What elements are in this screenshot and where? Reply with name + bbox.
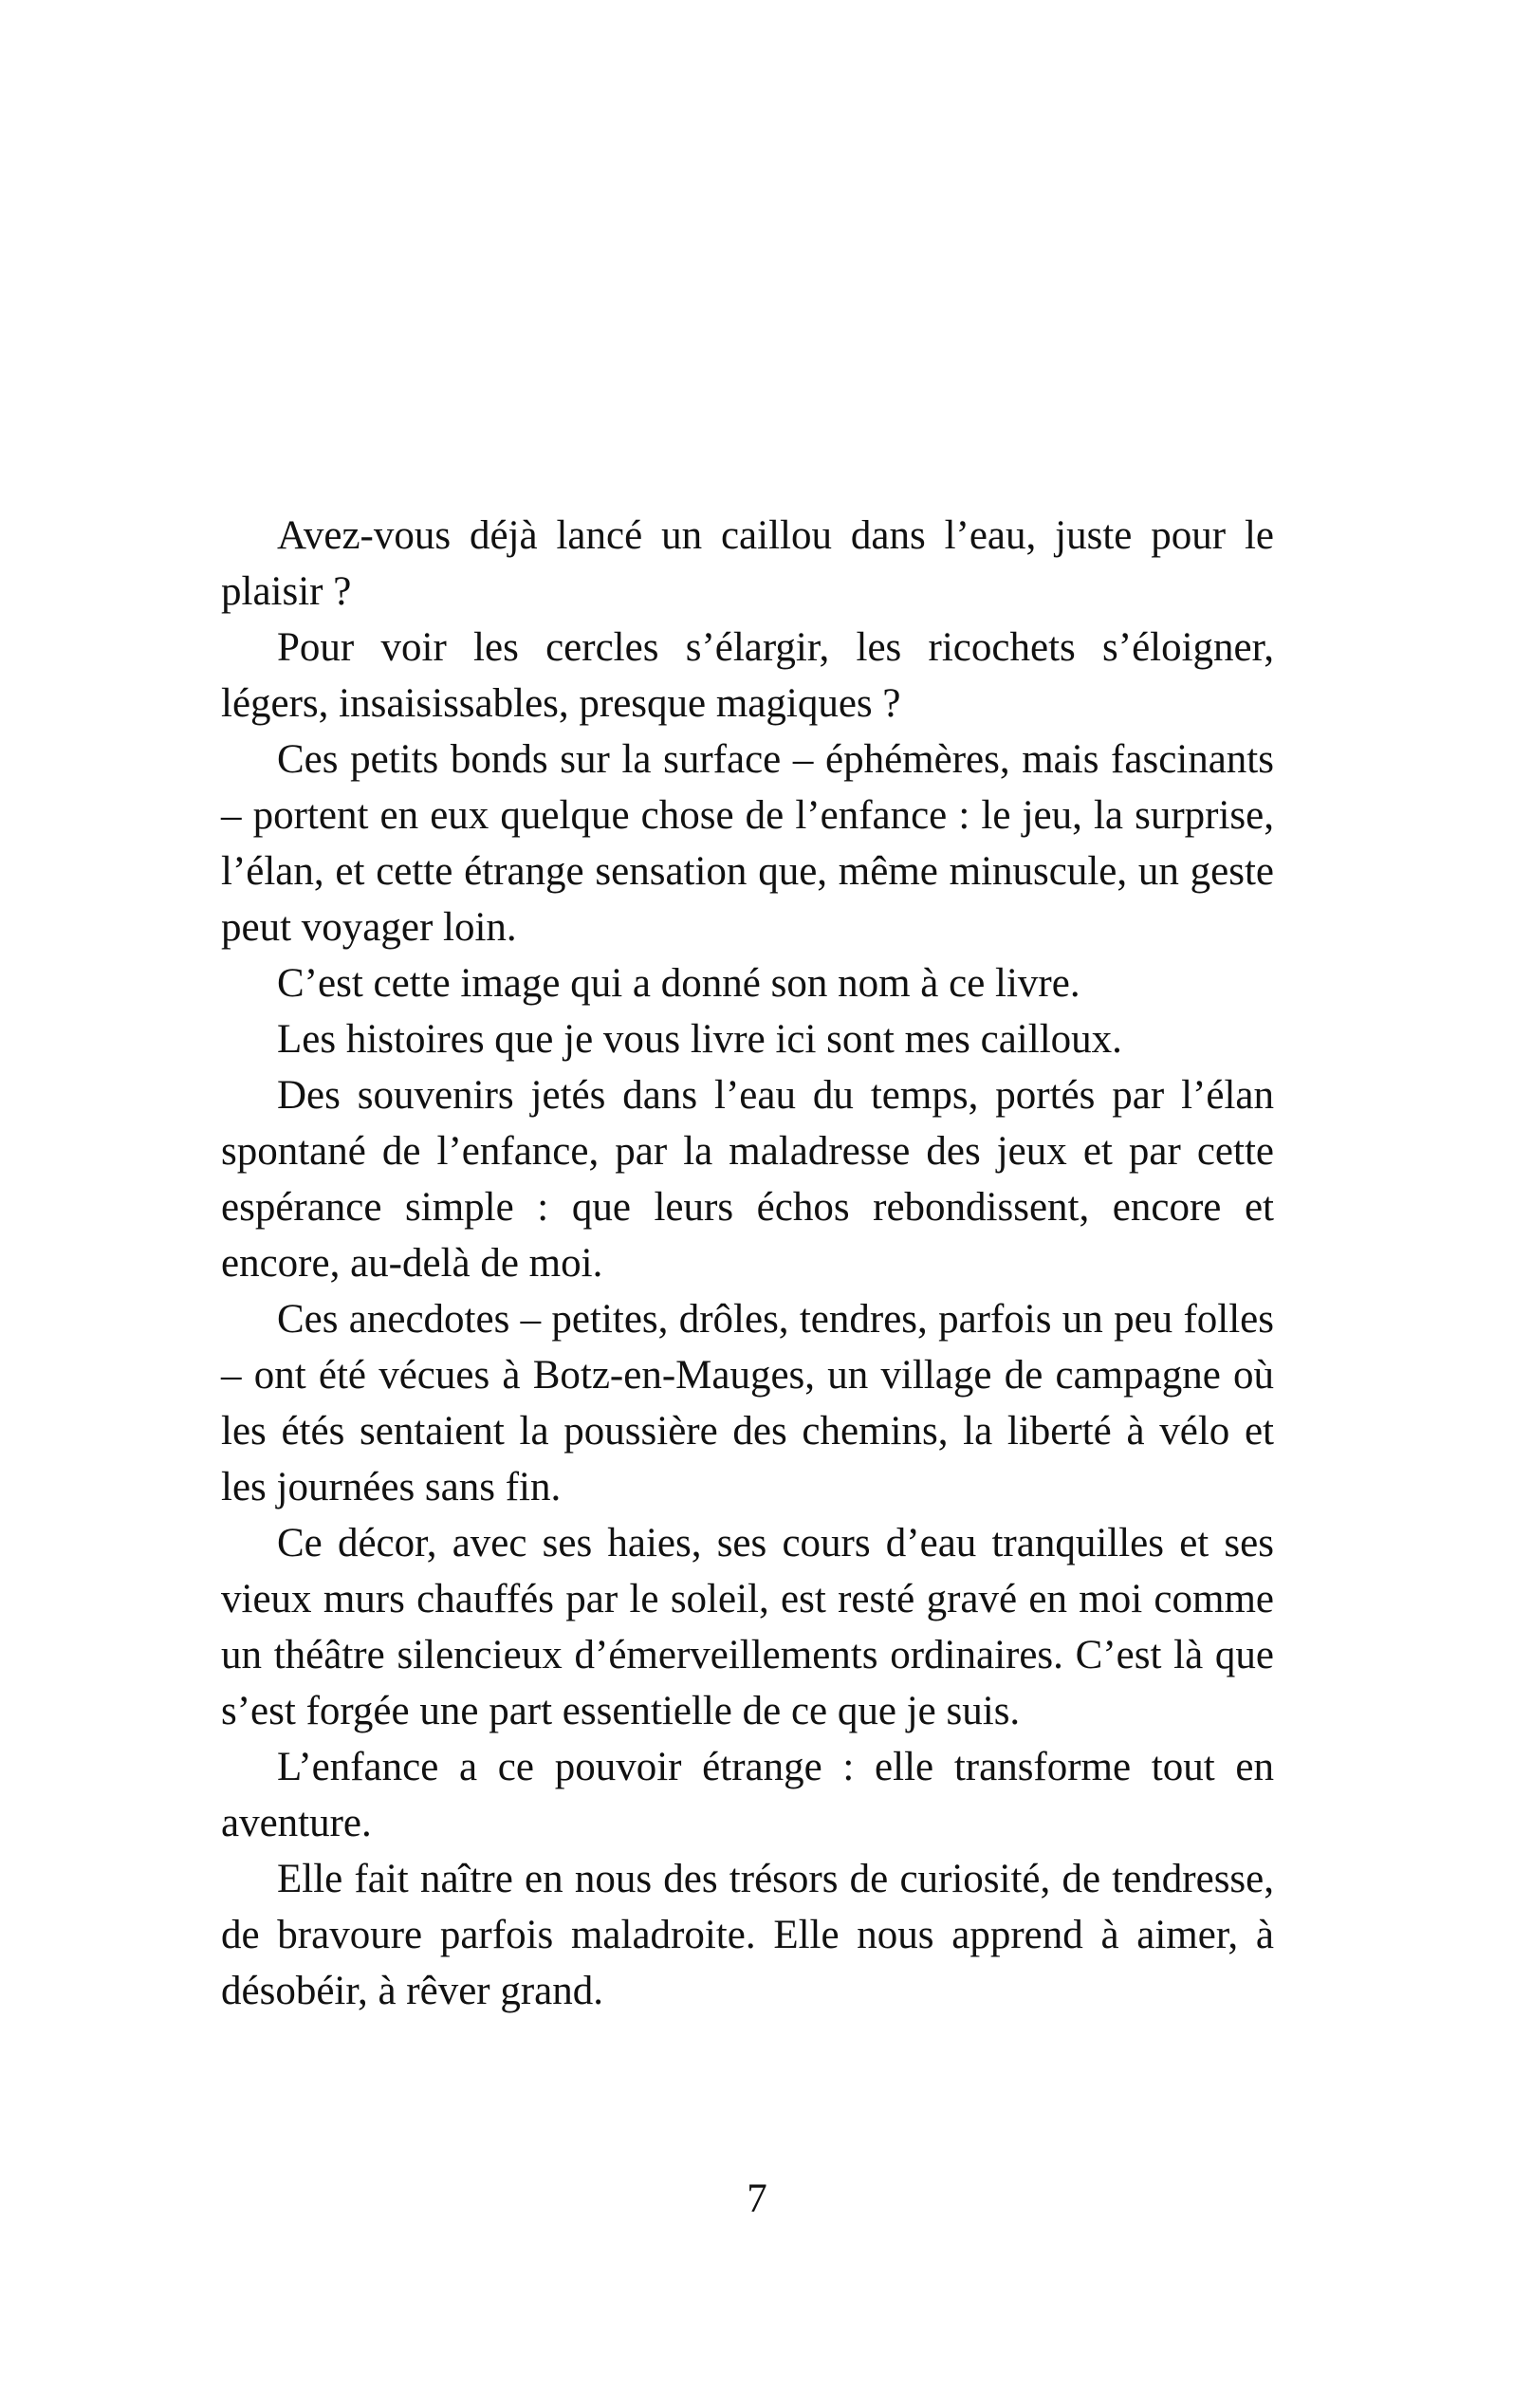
paragraph: L’enfance a ce pouvoir étrange : elle transforme tout en aventure. (221, 1745, 1274, 1845)
paragraph: Ces anecdotes – petites, drôles, tendres, parfois un peu folles – ont été vécues à Botz-en-Mauges, un village de campagne où les étés sentaient la poussière des chemins, la liberté à vélo et les journées sans fin. (221, 1297, 1274, 1510)
paragraph: Des souvenirs jetés dans l’eau du temps, portés par l’élan spontané de l’enfance, par la maladresse des jeux et par cette espérance simple : que leurs échos rebondissent, encore et encore, au-delà de moi. (221, 1073, 1274, 1286)
body-text (221, 508, 1274, 2019)
paragraph: Elle fait naître en nous des trésors de curiosité, de tendresse, de bravoure parfois maladroite. Elle nous apprend à aimer, à désobéir, à rêver grand. (221, 1857, 1274, 2013)
page-number: 7 (747, 2176, 767, 2221)
paragraph: C’est cette image qui a donné son nom à ce livre. (277, 961, 1080, 1006)
paragraph: Pour voir les cercles s’élargir, les ricochets s’éloigner, légers, insaisissables, presque magiques ? (221, 625, 1274, 726)
paragraph: Les histoires que je vous livre ici sont mes cailloux. (277, 1017, 1122, 1062)
paragraph: Ce décor, avec ses haies, ses cours d’eau tranquilles et ses vieux murs chauffés par le soleil, est resté gravé en moi comme un théâtre silencieux d’émerveillements ordinaires. C’est là que s’est forgée une part essentielle de ce que je suis. (221, 1521, 1274, 1733)
paragraph: Avez-vous déjà lancé un caillou dans l’eau, juste pour le plaisir ? (221, 513, 1274, 614)
paragraph: Ces petits bonds sur la surface – éphémères, mais fascinants – portent en eux quelque chose de l’enfance : le jeu, la surprise, l’élan, et cette étrange sensation que, même minuscule, un geste peut voyager loin. (221, 737, 1274, 950)
